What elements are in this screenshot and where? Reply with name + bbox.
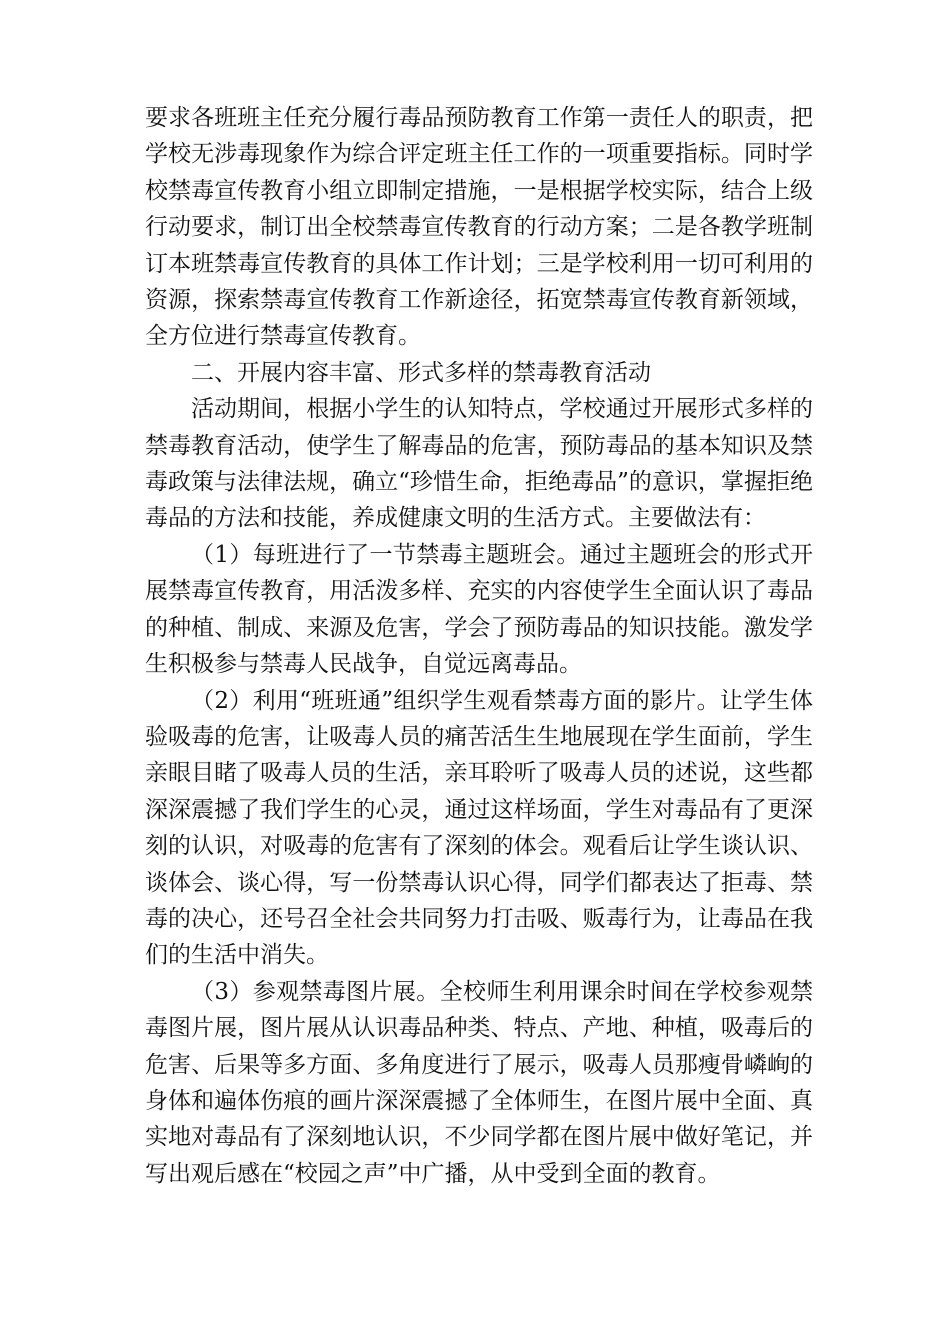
paragraph-item-3: （3）参观禁毒图片展。全校师生利用课余时间在学校参观禁毒图片展，图片展从认识毒品种类、特点、产地、种植，吸毒后的危害、后果等多方面、多角度进行了展示，吸毒人员那瘦骨嶙峋的身体和遍体伤痕的画片深深震撼了全体师生，在图片展中全面、真实地对毒品有了深刻地认识，不少同学都在图片展中做好笔记，并写出观后感在“校园之声”中广播，从中受到全面的教育。 <box>145 978 813 1187</box>
document-page <box>145 100 813 1192</box>
paragraph-activities: 活动期间，根据小学生的认知特点，学校通过开展形式多样的禁毒教育活动，使学生了解毒品的危害，预防毒品的基本知识及禁毒政策与法律法规，确立“珍惜生命，拒绝毒品”的意识，掌握拒绝毒品的方法和技能，养成健康文明的生活方式。主要做法有： <box>145 396 813 532</box>
paragraph-continuation: 要求各班班主任充分履行毒品预防教育工作第一责任人的职责，把学校无涉毒现象作为综合评定班主任工作的一项重要指标。同时学校禁毒宣传教育小组立即制定措施，一是根据学校实际，结合上级行动要求，制订出全校禁毒宣传教育的行动方案；二是各教学班制订本班禁毒宣传教育的具体工作计划；三是学校利用一切可利用的资源，探索禁毒宣传教育工作新途径，拓宽禁毒宣传教育新领域，全方位进行禁毒宣传教育。 <box>145 105 813 350</box>
paragraph-item-1: （1）每班进行了一节禁毒主题班会。通过主题班会的形式开展禁毒宣传教育，用活泼多样、充实的内容使学生全面认识了毒品的种植、制成、来源及危害，学会了预防毒品的知识技能。激发学生积极参与禁毒人民战争，自觉远离毒品。 <box>145 541 813 678</box>
section-heading: 二、开展内容丰富、形式多样的禁毒教育活动 <box>191 359 651 386</box>
paragraph-item-2: （2）利用“班班通”组织学生观看禁毒方面的影片。让学生体验吸毒的危害，让吸毒人员的痛苦活生生地展现在学生面前，学生亲眼目睹了吸毒人员的生活，亲耳聆听了吸毒人员的述说，这些都深深震撼了我们学生的心灵，通过这样场面，学生对毒品有了更深刻的认识，对吸毒的危害有了深刻的体会。观看后让学生谈认识、谈体会、谈心得，写一份禁毒认识心得，同学们都表达了拒毒、禁毒的决心，还号召全社会共同努力打击吸、贩毒行为，让毒品在我们的生活中消失。 <box>145 687 813 969</box>
